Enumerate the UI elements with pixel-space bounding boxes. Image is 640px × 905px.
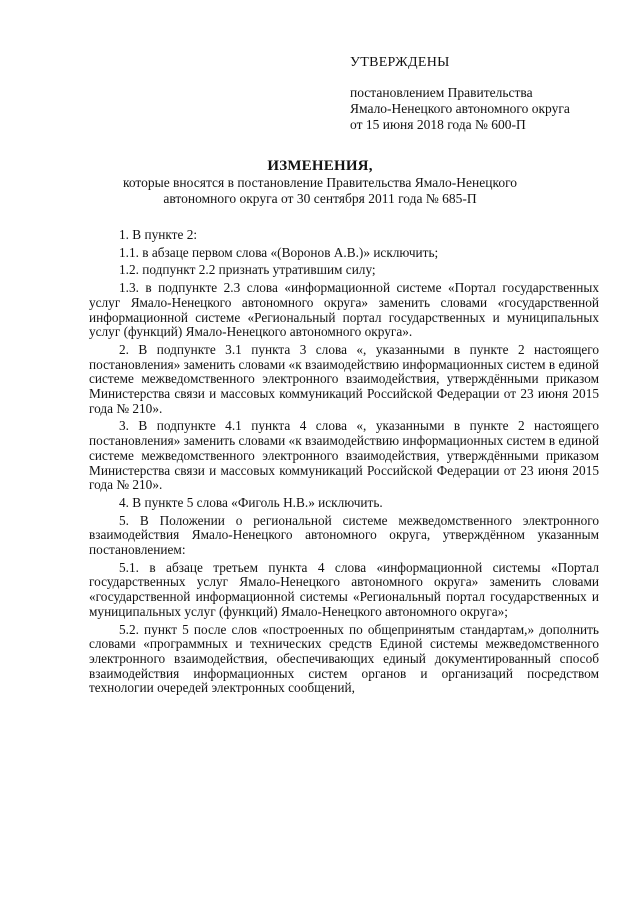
paragraph-1: 1. В пункте 2: bbox=[119, 227, 198, 242]
document-title: ИЗМЕНЕНИЯ, bbox=[267, 158, 373, 174]
approval-line-3: от 15 июня 2018 года № 600-П bbox=[350, 117, 526, 132]
paragraph-4: 4. В пункте 5 слова «Фиголь Н.В.» исключить. bbox=[119, 494, 383, 510]
paragraph-1-1: 1.1. в абзаце первом слова «(Воронов А.В.)» исключить; bbox=[119, 244, 439, 260]
paragraph-5-2: 5.2. пункт 5 после слов «построенных по общепринятым стандартам,» дополнить словами «программных и технических средств Единой системы межведомственного электронного взаимодействия, обеспечивающих единый документированный способ взаимодействия информационных систем органов и организаций посредством технологии очередей электронных сообщений, bbox=[89, 621, 599, 696]
paragraph-1-2: 1.2. подпункт 2.2 признать утратившим силу; bbox=[119, 262, 376, 278]
paragraph-5: 5. В Положении о региональной системе межведомственного электронного взаимодействия Ямало-Ненецкого автономного округа, утверждённом указанным постановлением: bbox=[89, 512, 599, 558]
paragraph-1-3: 1.3. в подпункте 2.3 слова «информационной системе «Портал государственных услуг Ямало-Ненецкого автономного округа» заменить словами «государственной информационной системе «Региональный портал государственных и муниципальных услуг (функций) Ямало-Ненецкого автономного округа». bbox=[89, 280, 599, 340]
paragraph-3: 3. В подпункте 4.1 пункта 4 слова «, указанными в пункте 2 настоящего постановления» заменить словами «к взаимодействию информационных систем в единой системе межведомственного электронного взаимодействия, утверждёнными приказом Министерства связи и массовых коммуникаций Российской Федерации от 23 июня 2015 года № 210». bbox=[89, 418, 600, 493]
title-subline-2: автономного округа от 30 сентября 2011 года № 685-П bbox=[163, 191, 477, 206]
approval-line-1: постановлением Правительства bbox=[350, 85, 533, 100]
approved-label: УТВЕРЖДЕНЫ bbox=[350, 55, 450, 70]
document-body bbox=[89, 228, 599, 699]
approval-block bbox=[350, 55, 620, 133]
approval-line-2: Ямало-Ненецкого автономного округа bbox=[350, 101, 570, 116]
paragraph-2: 2. В подпункте 3.1 пункта 3 слова «, указанными в пункте 2 настоящего постановления» заменить словами «к взаимодействию информационных систем в единой системе межведомственного электронного взаимодействия, утверждёнными приказом Министерства связи и массовых коммуникаций Российской Федерации от 23 июня 2015 года № 210». bbox=[89, 341, 600, 416]
paragraph-5-1: 5.1. в абзаце третьем пункта 4 слова «информационной системы «Портал государственных услуг Ямало-Ненецкого автономного округа» заменить словами «государственной информационной системы «Региональный портал государственных и муниципальных услуг (функций) Ямало-Ненецкого автономного округа»; bbox=[89, 559, 599, 619]
title-subline-1: которые вносятся в постановление Правительства Ямало-Ненецкого bbox=[122, 175, 518, 190]
title-block bbox=[90, 157, 550, 207]
